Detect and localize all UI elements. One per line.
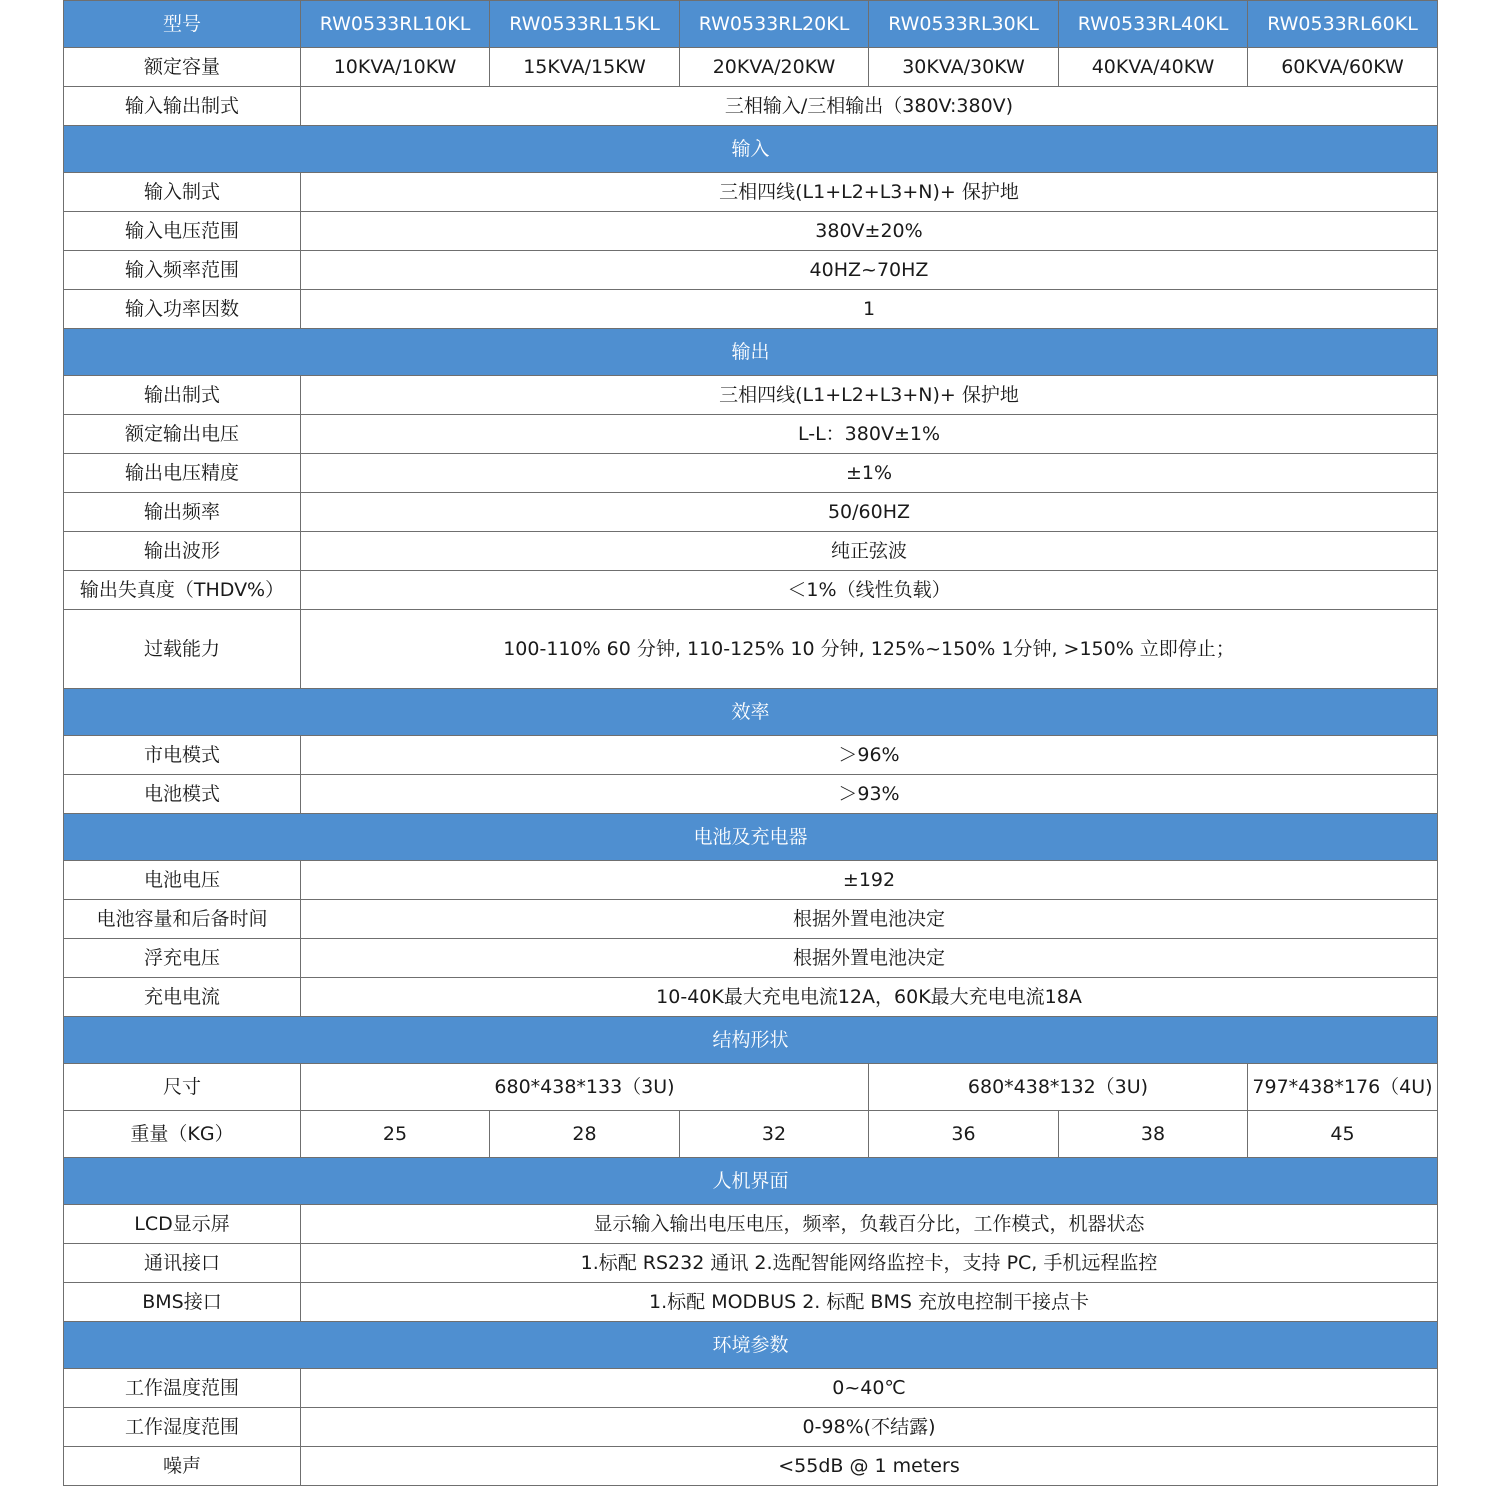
section-header-efficiency: [64, 689, 1438, 736]
row-value: ＞96%: [301, 736, 1438, 775]
model-name: RW0533RL15KL: [490, 1, 680, 48]
section-header-battery: [64, 814, 1438, 861]
row-label: 过载能力: [64, 610, 301, 689]
row-label: BMS接口: [64, 1283, 301, 1322]
row-label: 输出失真度（THDV%）: [64, 571, 301, 610]
section-title: 效率: [64, 689, 1438, 736]
section-title: 输出: [64, 329, 1438, 376]
spec-table: [63, 0, 1438, 1486]
overload-row: [64, 610, 1438, 689]
row-label: 输入输出制式: [64, 87, 301, 126]
row-value: 100-110% 60 分钟, 110-125% 10 分钟, 125%~150% 1分钟, >150% 立即停止；: [301, 610, 1438, 689]
row-value: ＞93%: [301, 775, 1438, 814]
spec-row: [64, 1447, 1438, 1486]
row-value: 0-98%(不结露): [301, 1408, 1438, 1447]
model-name: RW0533RL60KL: [1248, 1, 1438, 48]
weight-row: [64, 1111, 1438, 1158]
row-label: 输出频率: [64, 493, 301, 532]
size-value: 680*438*132（3U): [869, 1064, 1248, 1111]
model-name: RW0533RL10KL: [301, 1, 490, 48]
row-label: 电池容量和后备时间: [64, 900, 301, 939]
section-header-output: [64, 329, 1438, 376]
model-name: RW0533RL20KL: [680, 1, 869, 48]
row-label: 噪声: [64, 1447, 301, 1486]
section-header-structure: [64, 1017, 1438, 1064]
spec-row: [64, 861, 1438, 900]
section-title: 人机界面: [64, 1158, 1438, 1205]
spec-row: [64, 775, 1438, 814]
spec-row: [64, 212, 1438, 251]
weight-value: 45: [1248, 1111, 1438, 1158]
spec-row: [64, 1244, 1438, 1283]
capacity-row: [64, 48, 1438, 87]
row-label: 通讯接口: [64, 1244, 301, 1283]
spec-row: [64, 571, 1438, 610]
row-value: ±192: [301, 861, 1438, 900]
capacity-value: 60KVA/60KW: [1248, 48, 1438, 87]
row-label: 输出电压精度: [64, 454, 301, 493]
section-title: 电池及充电器: [64, 814, 1438, 861]
io-mode-row: [64, 87, 1438, 126]
row-value: <55dB @ 1 meters: [301, 1447, 1438, 1486]
spec-row: [64, 1283, 1438, 1322]
spec-row: [64, 290, 1438, 329]
model-name: RW0533RL30KL: [869, 1, 1059, 48]
capacity-value: 10KVA/10KW: [301, 48, 490, 87]
row-label: 尺寸: [64, 1064, 301, 1111]
row-label: 输入电压范围: [64, 212, 301, 251]
spec-row: [64, 415, 1438, 454]
row-label: 电池模式: [64, 775, 301, 814]
row-value: 根据外置电池决定: [301, 939, 1438, 978]
section-title: 输入: [64, 126, 1438, 173]
row-value: ±1%: [301, 454, 1438, 493]
row-label: 重量（KG）: [64, 1111, 301, 1158]
section-header-input: [64, 126, 1438, 173]
row-value: ＜1%（线性负载）: [301, 571, 1438, 610]
row-value: 50/60HZ: [301, 493, 1438, 532]
row-value: 0~40℃: [301, 1369, 1438, 1408]
weight-value: 38: [1059, 1111, 1248, 1158]
size-value: 797*438*176（4U): [1248, 1064, 1438, 1111]
row-value: 1: [301, 290, 1438, 329]
section-header-environment: [64, 1322, 1438, 1369]
model-header-label: 型号: [64, 1, 301, 48]
spec-row: [64, 1408, 1438, 1447]
row-label: 输入功率因数: [64, 290, 301, 329]
row-label: 市电模式: [64, 736, 301, 775]
spec-row: [64, 736, 1438, 775]
spec-row: [64, 900, 1438, 939]
row-label: LCD显示屏: [64, 1205, 301, 1244]
spec-row: [64, 173, 1438, 212]
capacity-value: 30KVA/30KW: [869, 48, 1059, 87]
row-label: 额定容量: [64, 48, 301, 87]
weight-value: 36: [869, 1111, 1059, 1158]
row-value: 10-40K最大充电电流12A，60K最大充电电流18A: [301, 978, 1438, 1017]
row-label: 工作温度范围: [64, 1369, 301, 1408]
row-value: 纯正弦波: [301, 532, 1438, 571]
spec-row: [64, 251, 1438, 290]
spec-row: [64, 1369, 1438, 1408]
row-label: 电池电压: [64, 861, 301, 900]
capacity-value: 20KVA/20KW: [680, 48, 869, 87]
weight-value: 32: [680, 1111, 869, 1158]
row-label: 输出制式: [64, 376, 301, 415]
row-label: 工作湿度范围: [64, 1408, 301, 1447]
section-title: 环境参数: [64, 1322, 1438, 1369]
row-label: 额定输出电压: [64, 415, 301, 454]
row-value: 40HZ~70HZ: [301, 251, 1438, 290]
row-value: L-L：380V±1%: [301, 415, 1438, 454]
row-value: 1.标配 MODBUS 2. 标配 BMS 充放电控制干接点卡: [301, 1283, 1438, 1322]
spec-row: [64, 939, 1438, 978]
row-label: 输出波形: [64, 532, 301, 571]
capacity-value: 15KVA/15KW: [490, 48, 680, 87]
weight-value: 28: [490, 1111, 680, 1158]
spec-row: [64, 376, 1438, 415]
section-header-hmi: [64, 1158, 1438, 1205]
row-label: 充电电流: [64, 978, 301, 1017]
size-row: [64, 1064, 1438, 1111]
spec-row: [64, 532, 1438, 571]
model-name: RW0533RL40KL: [1059, 1, 1248, 48]
capacity-value: 40KVA/40KW: [1059, 48, 1248, 87]
section-title: 结构形状: [64, 1017, 1438, 1064]
weight-value: 25: [301, 1111, 490, 1158]
spec-row: [64, 493, 1438, 532]
row-label: 输入频率范围: [64, 251, 301, 290]
spec-row: [64, 454, 1438, 493]
spec-row: [64, 1205, 1438, 1244]
row-value: 三相输入/三相输出（380V:380V): [301, 87, 1438, 126]
row-value: 根据外置电池决定: [301, 900, 1438, 939]
row-value: 380V±20%: [301, 212, 1438, 251]
row-label: 输入制式: [64, 173, 301, 212]
model-header-row: [64, 1, 1438, 48]
row-value: 1.标配 RS232 通讯 2.选配智能网络监控卡，支持 PC, 手机远程监控: [301, 1244, 1438, 1283]
row-label: 浮充电压: [64, 939, 301, 978]
size-value: 680*438*133（3U): [301, 1064, 869, 1111]
spec-row: [64, 978, 1438, 1017]
row-value: 三相四线(L1+L2+L3+N)+ 保护地: [301, 376, 1438, 415]
row-value: 三相四线(L1+L2+L3+N)+ 保护地: [301, 173, 1438, 212]
row-value: 显示输入输出电压电压，频率，负载百分比，工作模式，机器状态: [301, 1205, 1438, 1244]
